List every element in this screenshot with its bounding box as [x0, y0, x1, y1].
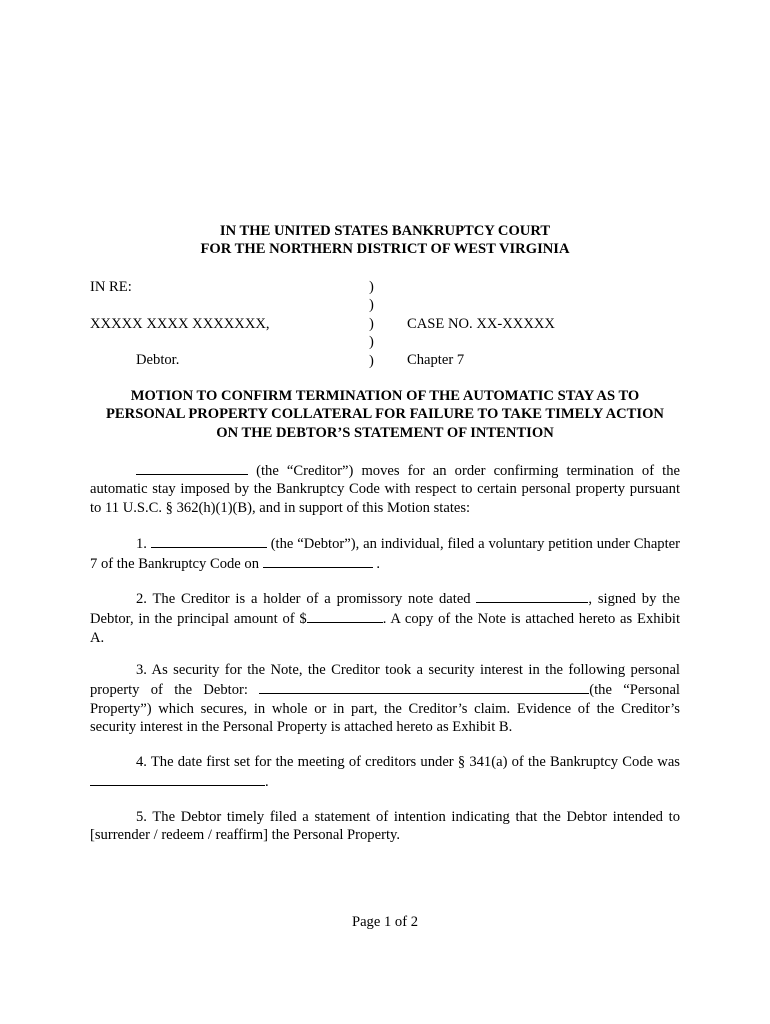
case-caption	[90, 278, 690, 370]
paragraph-text: 4. The date first set for the meeting of creditors under § 341(a) of the Bankruptcy Code was	[136, 754, 680, 770]
paragraph-text: .	[372, 556, 380, 573]
paragraph-4	[90, 753, 680, 792]
personal-property-blank[interactable]	[259, 679, 589, 694]
paragraph-text: , signed by the	[588, 591, 680, 607]
motion-title	[90, 387, 680, 442]
paragraph-text: Debtor, in the principal amount of $	[90, 611, 307, 628]
paragraph-text: automatic stay imposed by the Bankruptcy Code with respect to certain personal property pursuant	[90, 481, 680, 498]
paragraph-text: 7 of the Bankruptcy Code on	[90, 556, 263, 573]
paragraph-text: (the “Debtor”), an individual, filed a voluntary petition under Chapter	[266, 536, 680, 552]
paragraph-text: [surrender / redeem / reaffirm] the Personal Property.	[90, 827, 400, 844]
court-name: IN THE UNITED STATES BANKRUPTCY COURT	[219, 223, 551, 239]
paragraph-text: property of the Debtor:	[90, 682, 260, 699]
paragraph-text: A.	[90, 629, 105, 646]
motion-title-line: PERSONAL PROPERTY COLLATERAL FOR FAILURE TO TAKE TIMELY ACTION	[106, 406, 664, 423]
paragraph-text: 2. The Creditor is a holder of a promissory note dated	[136, 591, 477, 607]
creditor-blank[interactable]	[136, 460, 248, 475]
paragraph-text: 3. As security for the Note, the Creditor took a security interest in the following personal	[136, 662, 680, 678]
meeting-date-blank[interactable]	[90, 771, 265, 786]
paragraph-text: (the “Personal	[589, 682, 680, 699]
debtor-name: XXXXX XXXX XXXXXXX,	[90, 316, 270, 332]
paragraph-text: 5. The Debtor timely filed a statement of intention indicating that the Debtor intended to	[136, 809, 680, 825]
paragraph-5	[90, 808, 680, 845]
paragraph-text: . A copy of the Note is attached hereto as Exhibit	[382, 611, 680, 628]
petition-date-blank[interactable]	[263, 553, 373, 568]
page-number: Page 1 of 2	[351, 914, 419, 930]
paragraph-1	[90, 533, 680, 574]
paren: )	[369, 279, 374, 295]
motion-title-line: ON THE DEBTOR’S STATEMENT OF INTENTION	[216, 424, 554, 441]
principal-amount-blank[interactable]	[307, 608, 383, 623]
note-date-blank[interactable]	[476, 588, 588, 603]
chapter-label: Chapter 7	[407, 352, 465, 368]
paragraph-text: security interest in the Personal Property is attached hereto as Exhibit B.	[90, 719, 513, 736]
caption-parentheses	[369, 278, 374, 370]
paragraph-text: (the “Creditor”) moves for an order confirming termination of the	[248, 463, 680, 479]
debtor-label: Debtor.	[136, 352, 180, 368]
paren: )	[369, 297, 374, 314]
paren: )	[369, 315, 374, 332]
motion-title-line: MOTION TO CONFIRM TERMINATION OF THE AUTOMATIC STAY AS TO	[130, 388, 640, 404]
paragraph-2	[90, 588, 680, 647]
paren: )	[369, 352, 374, 369]
in-re-label: IN RE:	[90, 279, 132, 295]
paren: )	[369, 334, 374, 351]
case-number: CASE NO. XX-XXXXX	[407, 316, 555, 332]
intro-paragraph	[90, 460, 680, 517]
debtor-blank[interactable]	[151, 533, 267, 548]
paragraph-text: to 11 U.S.C. § 362(h)(1)(B), and in support of this Motion states:	[90, 499, 471, 516]
court-district: FOR THE NORTHERN DISTRICT OF WEST VIRGINIA	[200, 241, 570, 257]
paragraph-number: 1.	[136, 536, 151, 552]
paragraph-text: Property”) which secures, in whole or in part, the Creditor’s claim. Evidence of the Creditor’s	[90, 700, 680, 717]
paragraph-text: .	[265, 774, 269, 791]
paragraph-3	[90, 661, 680, 737]
